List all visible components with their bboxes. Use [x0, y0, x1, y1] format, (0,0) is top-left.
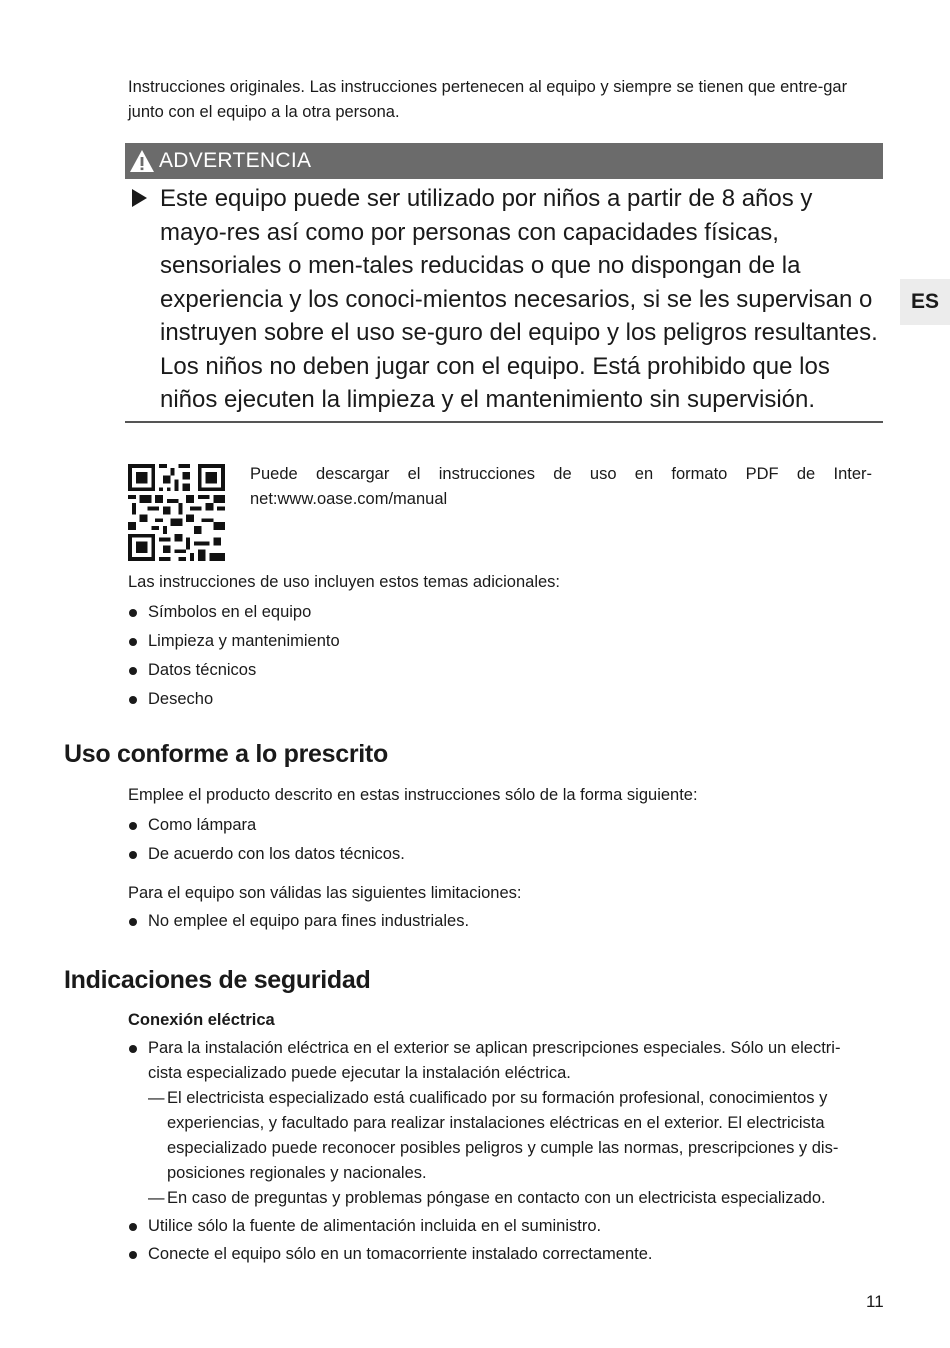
seguridad-list — [128, 1036, 873, 1267]
section-heading-uso: Uso conforme a lo prescrito — [64, 740, 388, 768]
warning-triangle-icon — [129, 148, 155, 174]
list-item: De acuerdo con los datos técnicos. — [128, 840, 873, 869]
list-item: Limpieza y mantenimiento — [128, 627, 873, 656]
dash-item: — En caso de preguntas y problemas póngase en contacto con un electricista especializado. — [148, 1189, 826, 1207]
list-item: Desecho — [128, 685, 873, 714]
list-item: Símbolos en el equipo — [128, 598, 873, 627]
download-text: Puede descargar el instrucciones de uso en formato PDF de Inter-net:www.oase.com/manual — [250, 465, 872, 508]
topics-lead: Las instrucciones de uso incluyen estos temas adicionales: — [128, 573, 560, 591]
list-item: Conecte el equipo sólo en un tomacorriente instalado correctamente. — [128, 1242, 873, 1267]
dash-list — [148, 1086, 873, 1211]
list-item: Utilice sólo la fuente de alimentación incluida en el suministro. — [128, 1214, 873, 1239]
warning-title: ADVERTENCIA — [159, 149, 312, 172]
subheading-conexion: Conexión eléctrica — [128, 1011, 275, 1029]
topics-list — [128, 598, 873, 714]
warning-divider — [125, 421, 883, 423]
uso-lead2: Para el equipo son válidas las siguientes limitaciones: — [128, 884, 522, 902]
language-tab: ES — [900, 279, 950, 325]
list-item: Para la instalación eléctrica en el exterior se aplican prescripciones especiales. Sólo un electri-cista especializado puede ejecutar la instalación eléctrica. — El electricista especializado está cualificado por su formación profesional, conocimientos y experiencias, y facultado para realizar instalaciones eléctricas en el exterior. El electricista especializado puede reconocer posibles peligros y cumple las normas, prescripciones y dis-posiciones regionales y nacionales. — En caso de preguntas y problemas póngase en contacto con un electricista especializado. — [128, 1036, 873, 1211]
list-item: No emplee el equipo para fines industriales. — [128, 909, 873, 934]
uso-lead: Emplee el producto descrito en estas instrucciones sólo de la forma siguiente: — [128, 786, 698, 804]
warning-text: Este equipo puede ser utilizado por niños a partir de 8 años y mayo-res así como por personas con capacidades físicas, sensoriales o men-tales reducidas o que no dispongan de la experiencia y los conoci-mientos necesarios, si se les supervisan o instruyen sobre el uso se-guro del equipo y los peligros resultantes. Los niños no deben jugar con el equipo. Está prohibido que los niños ejecuten la limpieza y el mantenimiento sin supervisión. — [160, 185, 878, 413]
warning-arrow-icon — [132, 189, 147, 207]
page-number: 11 — [866, 1292, 884, 1311]
list-item: Como lámpara — [128, 811, 873, 840]
uso-list2 — [128, 909, 873, 934]
qr-code — [128, 464, 225, 561]
warning-header — [125, 143, 883, 179]
intro-paragraph: Instrucciones originales. Las instrucciones pertenecen al equipo y siempre se tienen que entre-gar junto con el equipo a la otra persona. — [128, 78, 848, 121]
uso-list — [128, 811, 873, 868]
dash-item: — El electricista especializado está cualificado por su formación profesional, conocimientos y experiencias, y facultado para realizar instalaciones eléctricas en el exterior. El electricista especializado puede reconocer posibles peligros y cumple las normas, prescripciones y dis-posiciones regionales y nacionales. — [148, 1089, 839, 1182]
list-item: Datos técnicos — [128, 656, 873, 685]
section-heading-seguridad: Indicaciones de seguridad — [64, 966, 371, 994]
